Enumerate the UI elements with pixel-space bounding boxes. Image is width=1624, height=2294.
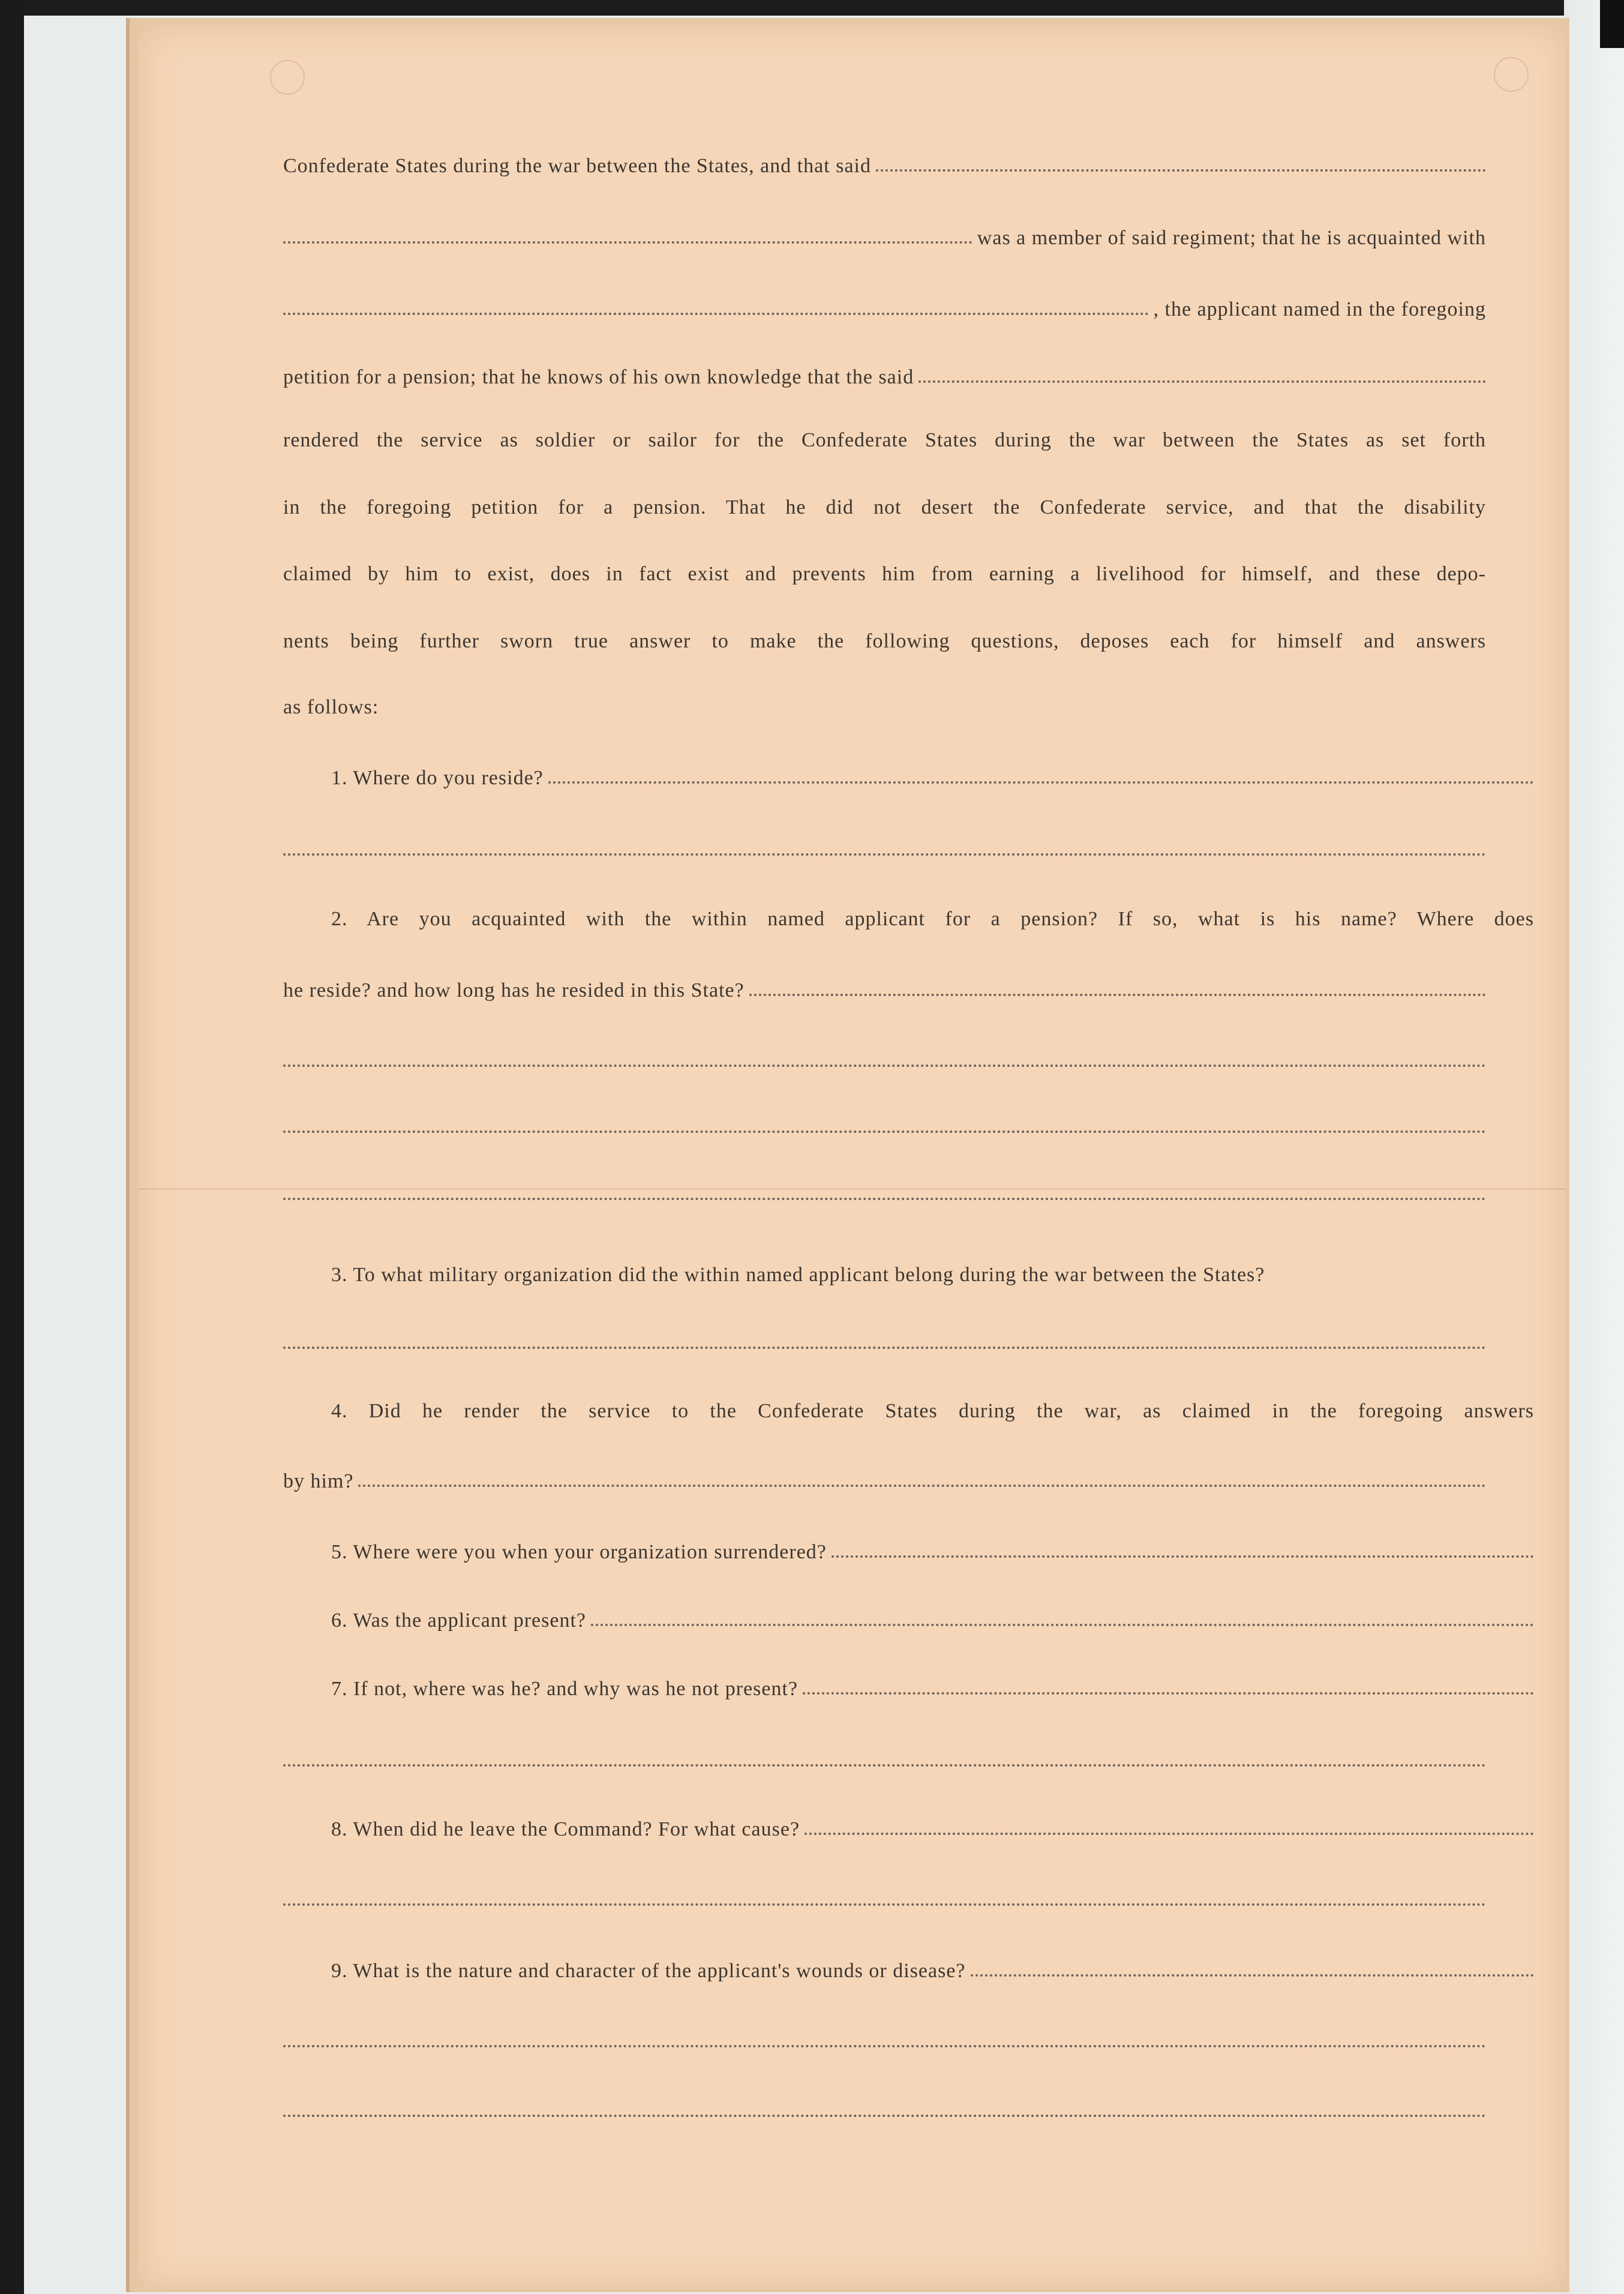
question-5: 5. Where were you when your organization surrendered? [283,1535,1534,1564]
punch-hole-left [270,60,305,95]
answer-field[interactable] [591,1624,1534,1626]
answer-line[interactable] [283,1110,1486,1139]
question-7: 7. If not, where was he? and why was he not present? [283,1672,1534,1701]
paragraph-line-3: , the applicant named in the foregoing [283,292,1486,321]
answer-field[interactable] [358,1485,1486,1487]
answer-field[interactable] [548,781,1534,784]
answer-line[interactable] [283,833,1486,862]
blank-field[interactable] [918,380,1486,383]
answer-line[interactable] [283,1044,1486,1073]
question-9: 9. What is the nature and character of the applicant's wounds or disease? [283,1954,1534,1983]
answer-field[interactable] [803,1692,1534,1695]
paragraph-line-9: as follows: [283,696,379,718]
question-2-line-1: 2. Are you acquainted with the within named applicant for a pension? If so, what is his name? Where does [331,908,1534,930]
answer-line[interactable] [283,2025,1486,2053]
question-4-line-1: 4. Did he render the service to the Confederate States during the war, as claimed in the foregoing answers [331,1400,1534,1422]
paragraph-line-8: nents being further sworn true answer to make the following questions, deposes each for himself and answers [283,630,1486,652]
answer-line[interactable] [283,1744,1486,1773]
paragraph-line-5: rendered the service as soldier or sailor for the Confederate States during the war between the States as set forth [283,429,1486,451]
question-2-line-2: he reside? and how long has he resided in this State? [283,973,1486,1002]
question-1: 1. Where do you reside? [283,761,1534,790]
blank-field[interactable] [283,313,1149,315]
paragraph-line-6: in the foregoing petition for a pension. That he did not desert the Confederate service, and that the disability [283,496,1486,518]
scan-border-left [0,0,24,2294]
question-4-line-2: by him? [283,1464,1486,1493]
question-6: 6. Was the applicant present? [283,1603,1534,1632]
answer-line[interactable] [283,1883,1486,1912]
answer-field[interactable] [971,1974,1534,1977]
answer-line[interactable] [283,2094,1486,2123]
punch-hole-right [1494,57,1529,92]
answer-field[interactable] [749,994,1486,996]
blank-field[interactable] [876,169,1486,172]
blank-field[interactable] [283,241,972,244]
answer-field[interactable] [831,1555,1534,1558]
answer-line[interactable] [283,1326,1486,1355]
paragraph-line-7: claimed by him to exist, does in fact exist and prevents him from earning a livelihood for himself, and these depo- [283,563,1486,585]
paragraph-line-4: petition for a pension; that he knows of his own knowledge that the said [283,360,1486,389]
scan-background-right [1564,0,1624,2294]
question-3: 3. To what military organization did the within named applicant belong during the war between the States? [331,1264,1265,1286]
paragraph-line-1: Confederate States during the war between the States, and that said [283,149,1486,178]
paragraph-line-2: was a member of said regiment; that he is acquainted with [283,221,1486,250]
answer-line[interactable] [283,1177,1486,1206]
question-8: 8. When did he leave the Command? For what cause? [283,1812,1534,1841]
answer-field[interactable] [805,1833,1534,1835]
scan-border-top [0,0,1624,16]
